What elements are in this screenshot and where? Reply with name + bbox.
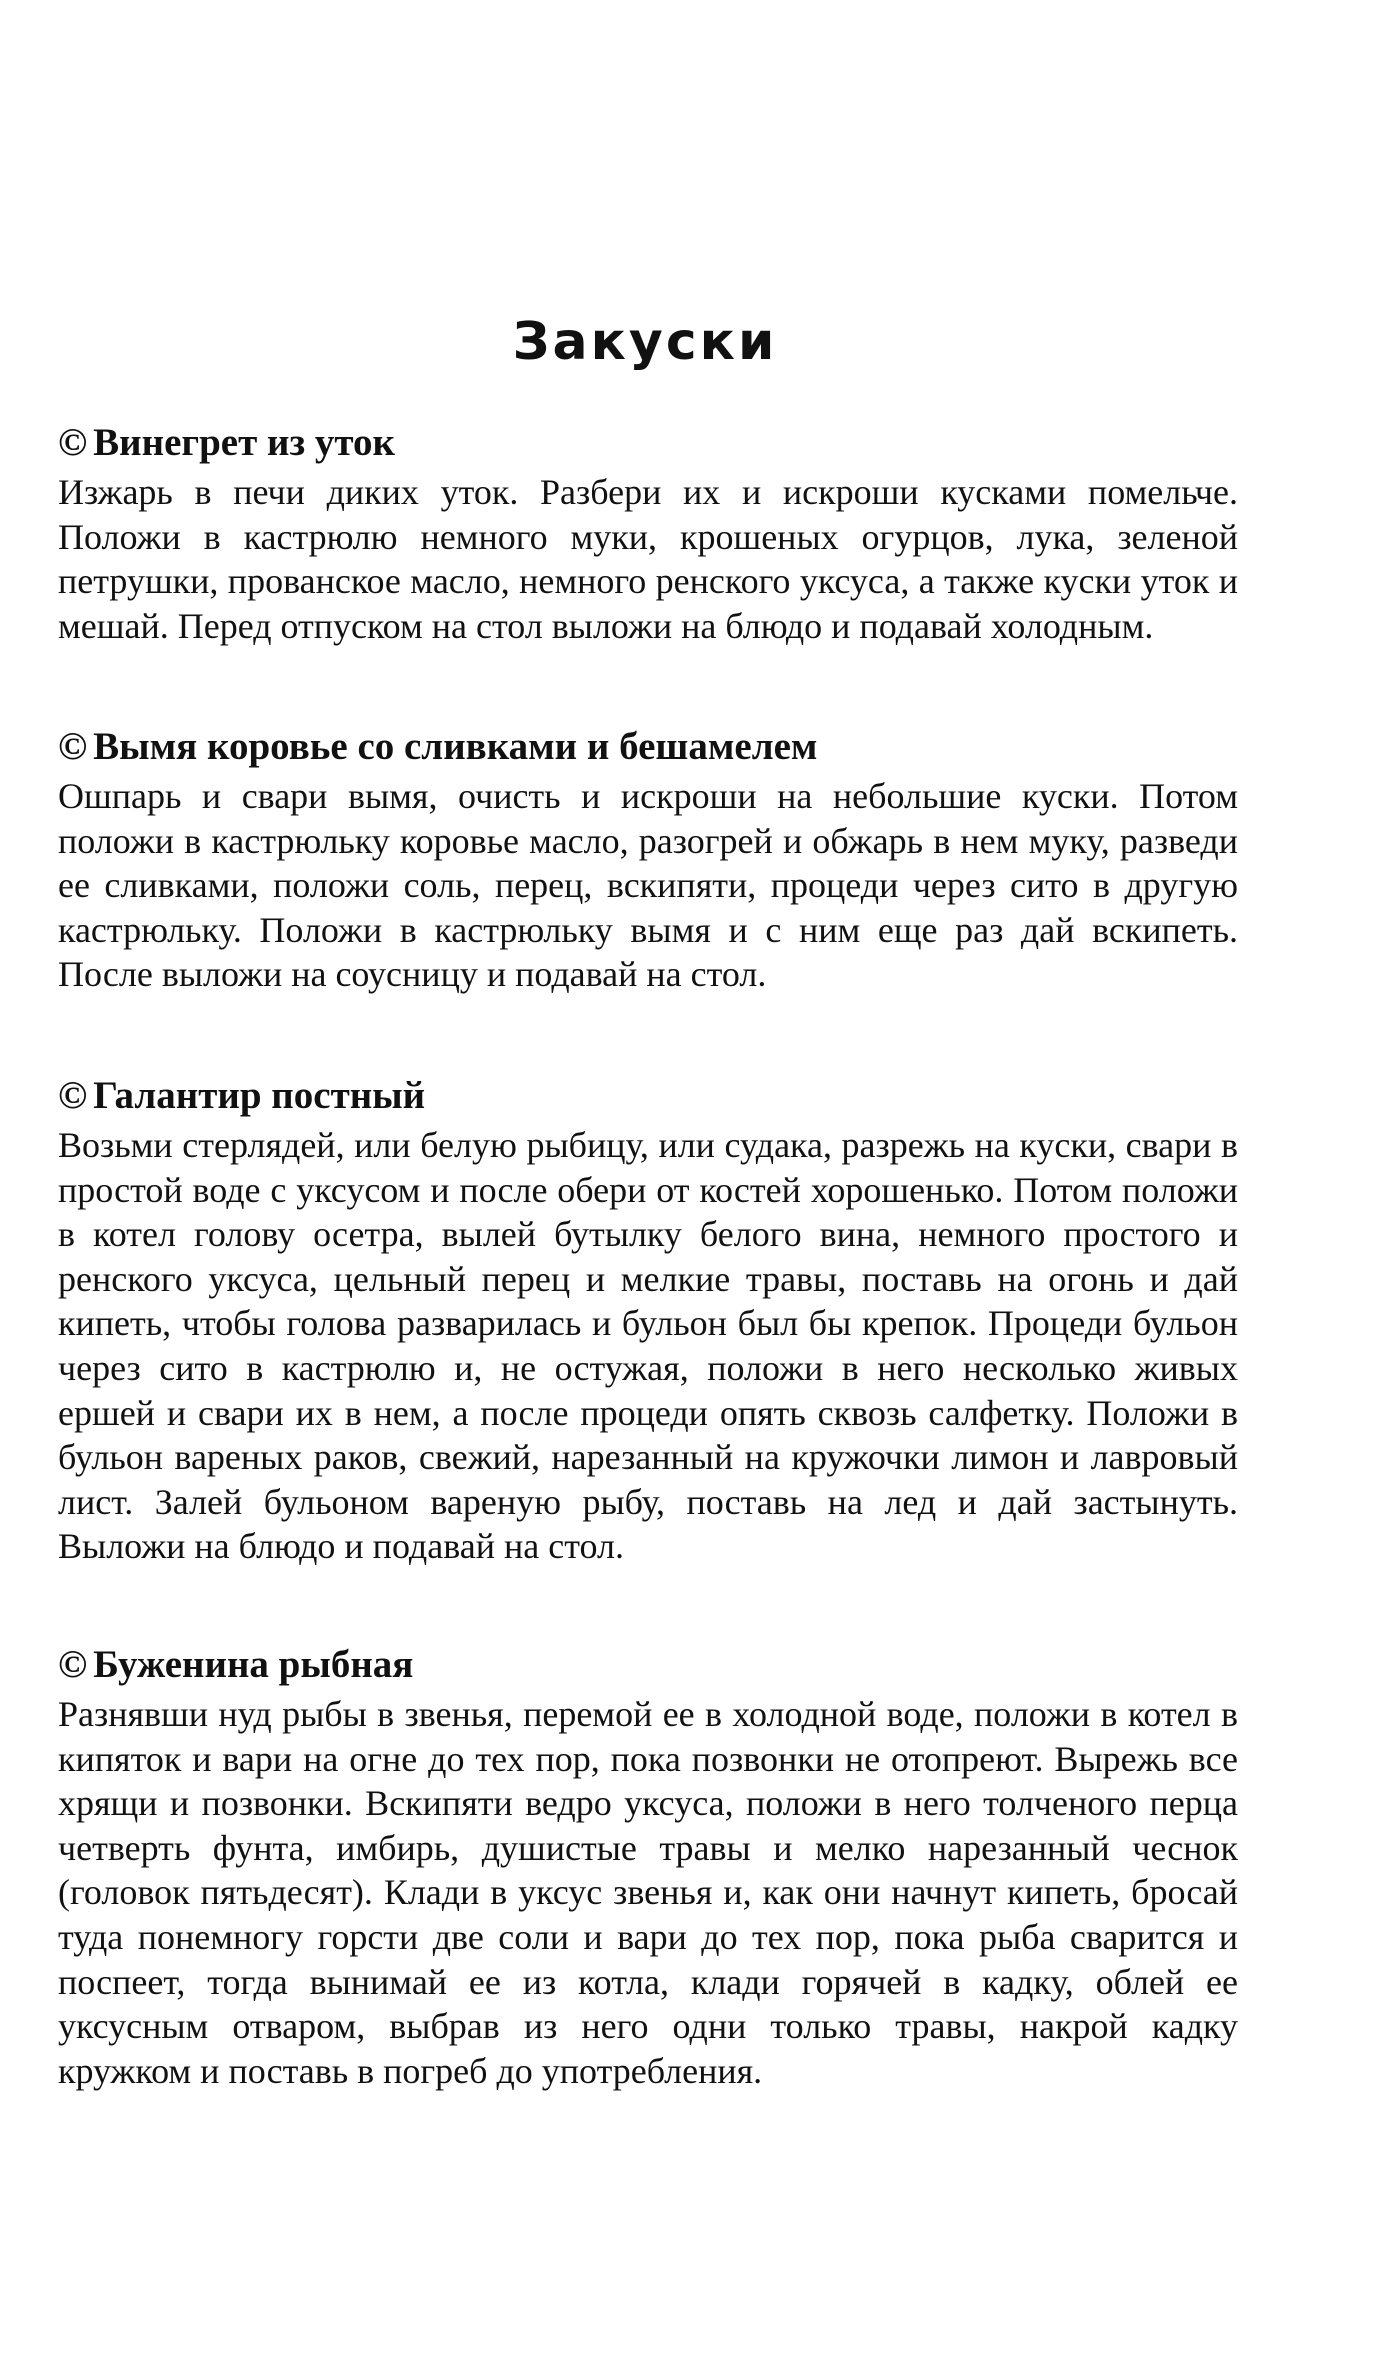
- recipe-heading: [58, 1640, 1238, 1690]
- page-title: Закуски: [512, 312, 778, 372]
- copyright-mark: ©: [58, 421, 88, 464]
- copyright-mark: ©: [58, 725, 88, 768]
- copyright-mark: ©: [58, 1643, 88, 1686]
- recipe-section: [58, 722, 1238, 997]
- recipe-heading: [58, 418, 1238, 468]
- copyright-mark: ©: [58, 1074, 88, 1117]
- recipe-section: [58, 1640, 1238, 2093]
- recipe-text: Разнявши нуд рыбы в звенья, перемой ее в холодной воде, положи в котел в кипяток и вари на огне до тех пор, пока позвонки не отопреют. Вырежь все хрящи и позвонки. Вскипяти ведро уксуса, положи в него толченого перца четверть фунта, имбирь, душистые травы и мелко нарезанный чеснок (головок пятьдесят). Клади в уксус звенья и, как они начнут кипеть, бросай туда понемногу горсти две соли и вари до тех пор, пока рыба сварится и поспеет, тогда вынимай ее из котла, клади горячей в кадку, облей ее уксусным отваром, выбрав из него одни только травы, накрой кадку кружком и поставь в погреб до употребления.: [58, 1694, 1238, 2091]
- recipe-text: Изжарь в печи диких уток. Разбери их и искроши кусками помельче. Положи в кастрюлю немного муки, крошеных огурцов, лука, зеленой петрушки, прованское масло, немного ренского уксуса, а также куски уток и мешай. Перед отпуском на стол выложи на блюдо и подавай холодным.: [58, 472, 1238, 646]
- recipe-title: Буженина рыбная: [93, 1643, 414, 1686]
- recipe-section: [58, 1071, 1238, 1569]
- recipe-text: Возьми стерлядей, или белую рыбицу, или судака, разрежь на куски, свари в простой воде с уксусом и после обери от костей хорошенько. Потом положи в котел голову осетра, вылей бутылку белого вина, немного простого и ренского уксуса, цельный перец и мелкие травы, поставь на огонь и дай кипеть, чтобы голова разварилась и бульон был бы крепок. Процеди бульон через сито в кастрюлю и, не остужая, положи в него несколько живых ершей и свари их в нем, а после процеди опять сквозь салфетку. Положи в бульон вареных раков, свежий, нарезанный на кружочки лимон и лавровый лист. Залей бульоном вареную рыбу, поставь на лед и дай застынуть. Выложи на блюдо и подавай на стол.: [58, 1125, 1238, 1567]
- recipe-heading: [58, 722, 1238, 772]
- recipe-title: Галантир постный: [93, 1074, 426, 1117]
- recipe-title: Вымя коровье со сливками и бешамелем: [93, 725, 818, 768]
- recipe-heading: [58, 1071, 1238, 1121]
- recipe-section: [58, 418, 1238, 648]
- recipe-text: Ошпарь и свари вымя, очисть и искроши на небольшие куски. Потом положи в кастрюльку коровье масло, разогрей и обжарь в нем муку, разведи ее сливками, положи соль, перец, вскипяти, процеди через сито в другую кастрюльку. Положи в кастрюльку вымя и с ним еще раз дай вскипеть. После выложи на соусницу и подавай на стол.: [58, 776, 1238, 995]
- recipe-title: Винегрет из уток: [93, 421, 396, 464]
